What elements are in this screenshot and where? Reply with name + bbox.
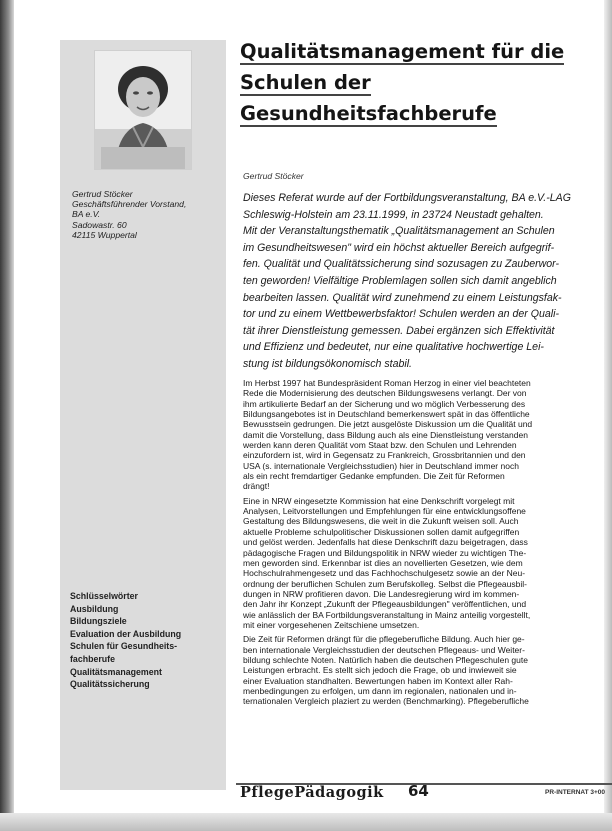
title-line: Gesundheitsfachberufe	[240, 102, 497, 125]
author-portrait-image	[95, 51, 191, 169]
abstract-line: und Effizienz und bedeutet, nur eine qualitative hochwertige Lei-	[243, 341, 544, 354]
scan-shadow-bottom	[0, 813, 612, 831]
body-line: Rede die Modernisierung des deutschen Bildungswesens verlangt. Der von	[243, 388, 527, 399]
body-line: Bildungsangebotes ist in Deutschland bemerkenswert spät in das öffentliche	[243, 409, 530, 420]
body-line: USA (s. internationale Vergleichsstudien) hier in Deutschland immer noch	[243, 460, 519, 471]
page-number: 64	[408, 782, 429, 800]
body-line: Hochschulrahmengesetz und das Fachhochschulgesetz sowie an der Neu-	[243, 568, 526, 579]
abstract-line: tor und zu einem Wettbewerbsfaktor! Schulen werden an der Quali-	[243, 308, 560, 321]
author-street: Sadowastr. 60	[72, 219, 127, 230]
author-address	[72, 189, 222, 240]
abstract	[243, 190, 612, 373]
body-line: Analysen, Leitvorstellungen und Empfehlungen für eine entwicklungsoffene	[243, 506, 526, 517]
body-line: bildung schlechte Noten. Natürlich haben die deutschen Pflegeschulen gute	[243, 654, 528, 665]
body-line: als ein recht fremdartiger Gedanke empfunden. Die Zeit für Reformen	[243, 471, 505, 482]
abstract-line: Dieses Referat wurde auf der Fortbildungsveranstaltung, BA e.V.-LAG	[243, 192, 571, 204]
abstract-line: bearbeiten lassen. Qualität wird zunehmend zu einem Leistungsfak-	[243, 291, 562, 304]
body-line: Im Herbst 1997 hat Bundespräsident Roman Herzog in einer viel beachteten	[243, 378, 531, 388]
body-line: menbedingungen zu erfolgen, um dann im regionalen, nationalen und in-	[243, 685, 517, 696]
body-line: wie anlässlich der BA Fortbildungsveranstaltung in Mainz anteilig vorgestellt,	[243, 609, 531, 620]
keyword-item: Evaluation der Ausbildung	[70, 628, 182, 639]
body-line: Gestaltung des Bildungswesens, die weit in die Zukunft weisen soll. Auch	[243, 516, 519, 527]
body-line: dungen in NRW profitieren davon. Die Landesregierung wird im kommen-	[243, 588, 520, 599]
body-line: ordnung der beruflichen Schulen zum Berufskolleg. Selbst die Pflegeausbil-	[243, 578, 527, 589]
body-line: aktuelle Probleme schulpolitischer Diskussionen sollen damit aufgegriffen	[243, 526, 520, 537]
abstract-line: ten geworden! Vielfältige Problemlagen sollen sich damit angeblich	[243, 274, 557, 287]
abstract-line: tät ihrer Dienstleistung gemessen. Dabei ergänzen sich Effektivität	[243, 324, 555, 337]
title-line: Schulen der	[240, 71, 371, 94]
keyword-item: fachberufe	[70, 653, 115, 664]
abstract-line: fen. Qualität und Qualitätssicherung sind sozusagen zu Zauberwor-	[243, 258, 560, 271]
keywords-list	[70, 590, 220, 691]
abstract-line: Mit der Veranstaltungsthematik „Qualitätsmanagement an Schulen	[243, 225, 555, 238]
body-paragraph	[243, 378, 612, 492]
body-line: ben internationale Vergleichsstudien der deutschen Pflegeaus- und Weiter-	[243, 644, 525, 655]
byline: Gertrud Stöcker	[243, 171, 304, 181]
article-title	[240, 36, 612, 129]
body-line: den Jahr ihr Konzept „Zukunft der Pflegeausbildungen" veröffentlichen, und	[243, 599, 527, 610]
keyword-item: Ausbildung	[70, 603, 119, 614]
body-line: Leistungen erbracht. Es stellt sich jedoch die Frage, ob und inwieweit sie	[243, 665, 517, 676]
author-photo	[94, 50, 192, 170]
body-line: und gelöst werden. Jedenfalls hat diese Denkschrift dazu beigetragen, dass	[243, 537, 528, 548]
scan-shadow-left	[0, 0, 14, 831]
author-city: 42115 Wuppertal	[72, 229, 137, 240]
keyword-item: Qualitätssicherung	[70, 679, 150, 690]
abstract-line: stung ist bildungsökonomisch stabil.	[243, 357, 413, 370]
publisher-mark: PR-INTERNAT 3+00	[545, 789, 606, 796]
body-line: ihm artikulierte Bedarf an der Sicherung und wo möglich Verbesserung des	[243, 398, 526, 409]
article-body	[243, 378, 612, 707]
body-line: men geworden sind. Erkennbar ist dies an novellierten Gesetzen, wie dem	[243, 557, 523, 568]
body-line: ternationalen Vergleich plaziert zu werden (Benchmarking). Pflegeberufliche	[243, 696, 529, 707]
body-line: werden kann deren Qualität vom Staat bzw. den Schulen und Lehrenden	[243, 440, 517, 451]
body-line: Eine in NRW eingesetzte Kommission hat eine Denkschrift vorgelegt mit	[243, 495, 515, 506]
keyword-item: Bildungsziele	[70, 616, 127, 627]
journal-name: PflegePädagogik	[240, 784, 384, 801]
body-line: Bewusstsein gedrungen. Die jetzt ausgelöste Diskussion um die Qualität und	[243, 419, 533, 430]
author-role: Geschäftsführender Vorstand,	[72, 199, 187, 210]
keyword-item: Qualitätsmanagement	[70, 666, 162, 677]
body-line: einer Evaluation standhalten. Bewertungen haben im Kontext aller Rah-	[243, 675, 513, 686]
abstract-line: im Gesundheitswesen" wird ein höchst aktueller Bereich aufgegrif-	[243, 241, 555, 254]
body-line: einzufordern ist, wird in Gegensatz zu Frankreich, Grossbritannien und den	[243, 450, 526, 461]
body-line: Die Zeit für Reformen drängt für die pflegeberufliche Bildung. Auch hier ge-	[243, 634, 525, 645]
abstract-line: Schleswig-Holstein am 23.11.1999, in 23724 Neustadt gehalten.	[243, 208, 544, 221]
body-paragraph	[243, 496, 612, 630]
body-line: drängt!	[243, 481, 270, 492]
title-line: Qualitätsmanagement für die	[240, 40, 565, 63]
body-line: pädagogische Fragen und Bildungspolitik in NRW wieder zu wichtigen The-	[243, 547, 527, 558]
keyword-item: Schulen für Gesundheits-	[70, 641, 178, 652]
author-name: Gertrud Stöcker	[72, 189, 133, 199]
body-line: damit die Vorstellung, dass Bildung auch als eine Dienstleistung verstanden	[243, 429, 528, 440]
keywords-heading: Schlüsselwörter	[70, 591, 138, 601]
body-paragraph	[243, 634, 612, 706]
body-line: mit einer vorgesehenen Zeitschiene umsetzen.	[243, 619, 420, 630]
author-org: BA e.V.	[72, 209, 101, 220]
